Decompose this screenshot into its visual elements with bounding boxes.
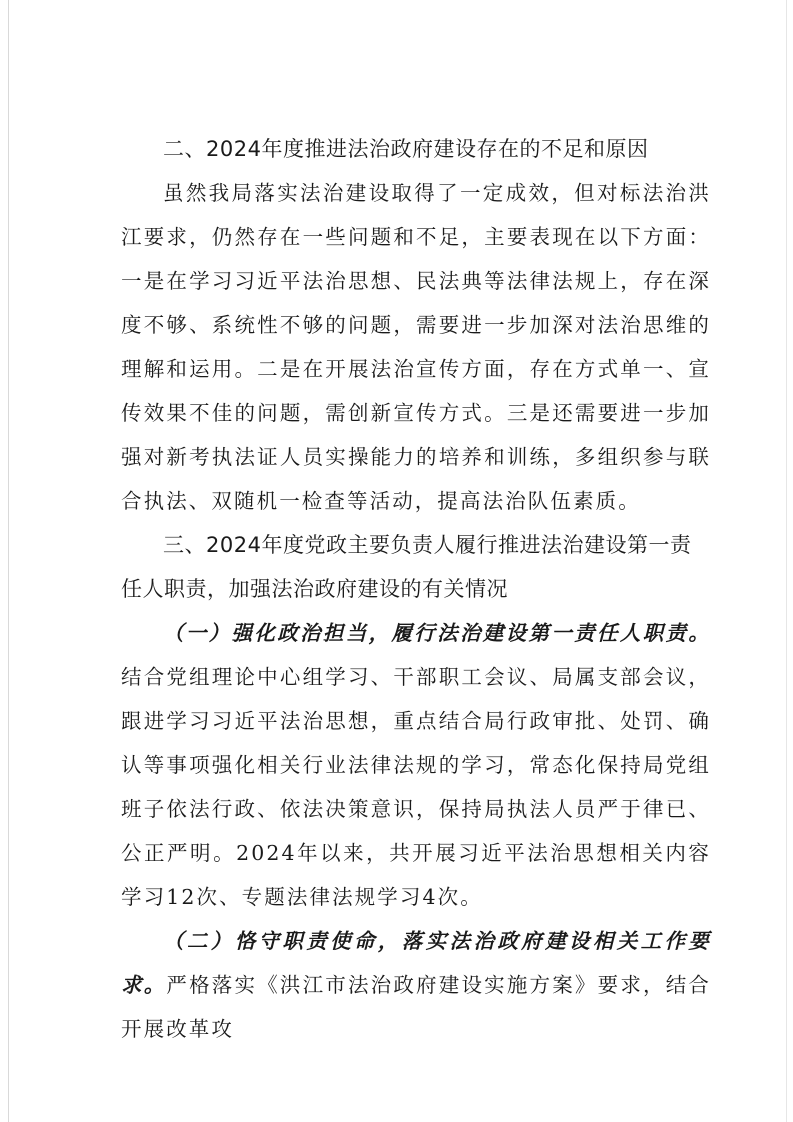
page-edge-right [786,0,787,1122]
item-2-lead: （二）恪守职责使命，落实法治政府建设相关工作要求。 [121,929,711,997]
document-body [121,127,711,1051]
section-3-heading: 三、2024年度党政主要负责人履行推进法治建设第一责任人职责，加强法治政府建设的有关情况 [121,533,692,601]
item-2-paragraph [121,919,711,1051]
section-2-heading: 二、2024年度推进法治政府建设存在的不足和原因 [163,137,649,161]
item-1-lead: （一）强化政治担当，履行法治建设第一责任人职责。 [163,621,711,645]
item-2-body: 严格落实《洪江市法治政府建设实施方案》要求，结合开展改革攻 [121,973,712,1041]
item-1-paragraph [121,611,711,919]
item-1-body: 结合党组理论中心组学习、干部职工会议、局属支部会议，跟进学习习近平法治思想，重点结合局行政审批、处罚、确认等事项强化相关行业法律法规的学习，常态化保持局党组班子依法行政、依法决策意识，保持局执法人员严于律已、公正严明。2024年以来，共开展习近平法治思想相关内容学习12次、专题法律法规学习4次。 [121,665,711,909]
section-2-paragraph: 虽然我局落实法治建设取得了一定成效，但对标法治洪江要求，仍然存在一些问题和不足，主要表现在以下方面：一是在学习习近平法治思想、民法典等法律法规上，存在深度不够、系统性不够的问题，需要进一步加深对法治思维的理解和运用。二是在开展法治宣传方面，存在方式单一、宣传效果不佳的问题，需创新宣传方式。三是还需要进一步加强对新考执法证人员实操能力的培养和训练，多组织参与联合执法、双随机一检查等活动，提高法治队伍素质。 [121,181,711,513]
page-edge-left [8,0,9,1122]
